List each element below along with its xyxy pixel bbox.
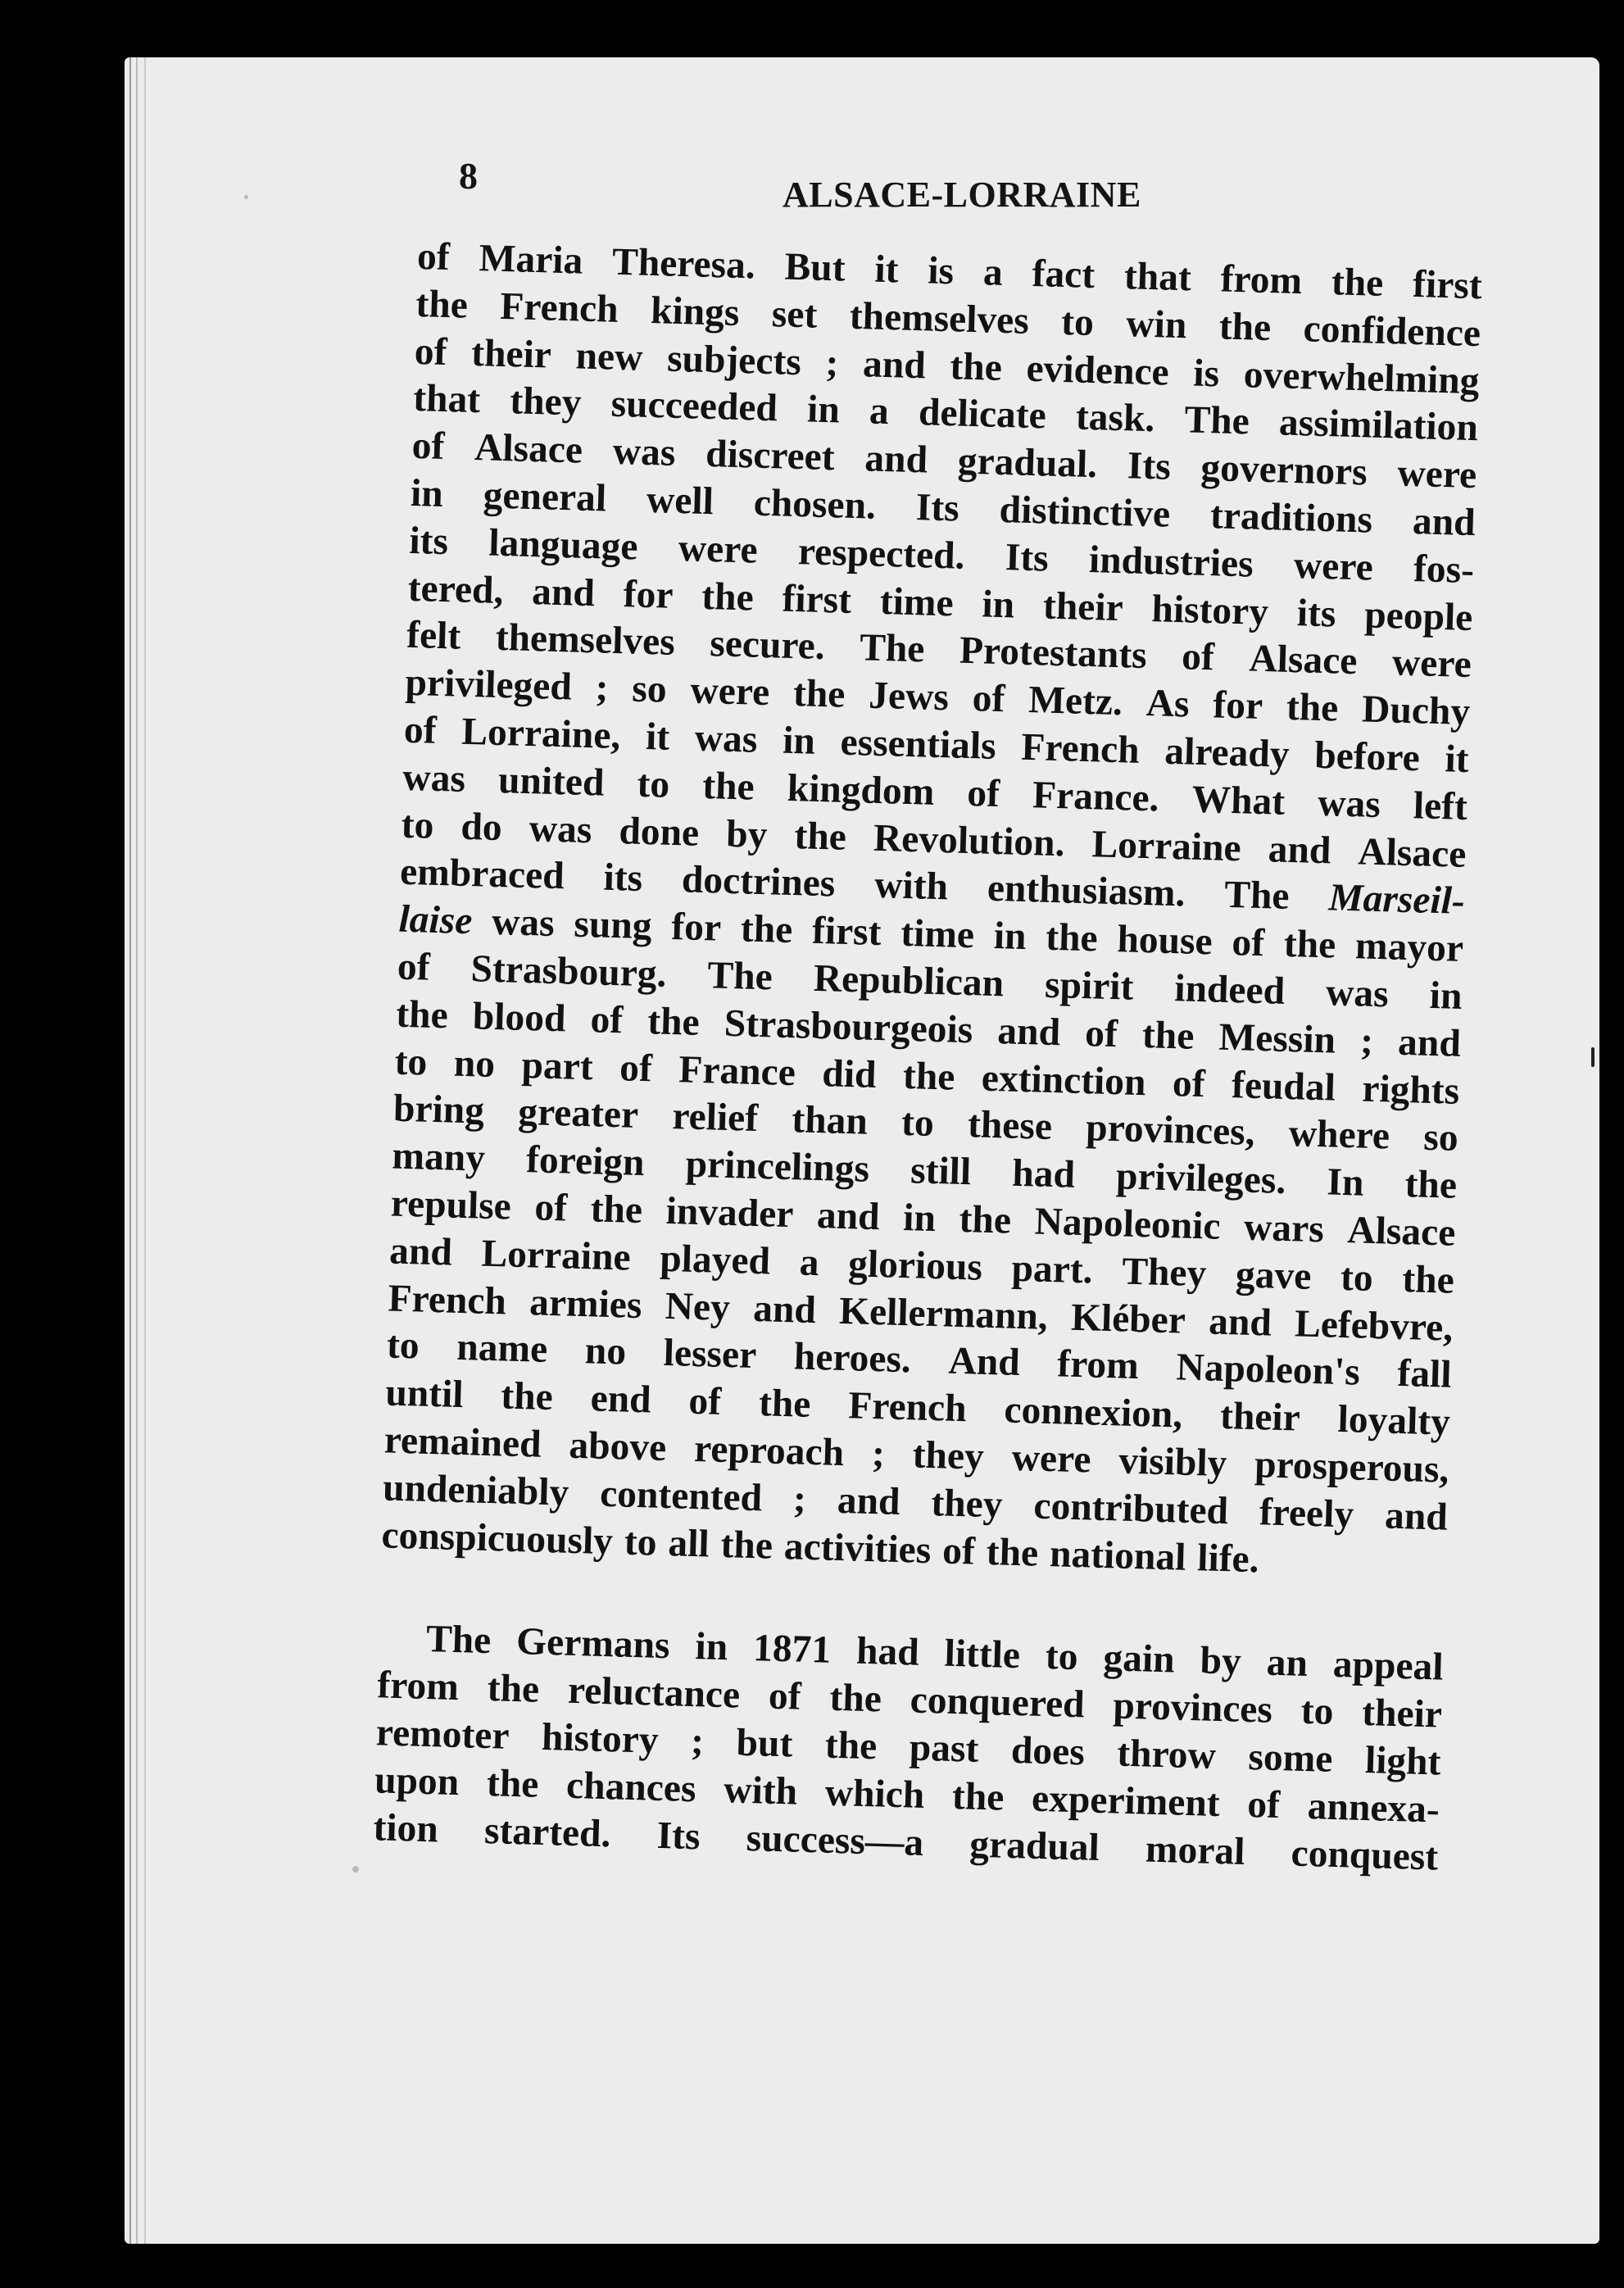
text-line: to name no lesser heroes. And from Napoleon's fall <box>386 1323 1453 1397</box>
text-line: the French kings set themselves to win the confidence <box>415 282 1481 356</box>
page-edge-line <box>136 57 138 2244</box>
page-header <box>459 154 1524 220</box>
paragraph <box>373 1615 1445 1882</box>
text-line: of Maria Theresa. But it is a fact that from the first <box>416 234 1483 308</box>
running-head: ALSACE-LORRAINE <box>783 175 1141 215</box>
text-line: of Alsace was discreet and gradual. Its governors were <box>411 424 1477 497</box>
text-line: tered, and for the first time in their history its people <box>407 566 1474 639</box>
text-line: The Germans in 1871 had little to gain by an appeal <box>425 1618 1445 1689</box>
text-line: embraced its doctrines with enthusiasm. The Marseil- <box>399 851 1466 924</box>
text-line: conspicuously to all the activities of the national life. <box>380 1513 1260 1581</box>
text-line: bring greater relief than to these provinces, where so <box>392 1087 1459 1160</box>
text-line: to do was done by the Revolution. Lorraine and Alsace <box>401 803 1467 876</box>
text-line: French armies Ney and Kellermann, Kléber and Lefebvre, <box>387 1277 1454 1350</box>
text-line: the blood of the Strasbourgeois and of the Messin ; and <box>395 992 1462 1065</box>
text-line: its language were respected. Its industries were fos- <box>408 519 1475 592</box>
text-line: that they succeeded in a delicate task. The assimilation <box>412 377 1479 450</box>
margin-mark <box>1591 1047 1595 1067</box>
speck <box>244 195 248 199</box>
text-line: privileged ; so were the Jews of Metz. As for the Duchy <box>404 661 1471 734</box>
text-line: many foreign princelings still had privileges. In the <box>391 1134 1458 1207</box>
text-line: repulse of the invader and in the Napoleonic wars Alsace <box>390 1182 1457 1255</box>
text-line: remained above reproach ; they were visibly prosperous, <box>383 1419 1450 1491</box>
text-line: was united to the kingdom of France. What was left <box>401 756 1468 828</box>
text-line: undeniably contented ; and they contributed freely and <box>382 1466 1449 1539</box>
page-number: 8 <box>459 155 478 197</box>
text-line: of Strasbourg. The Republican spirit indeed was in <box>397 945 1463 1018</box>
page-edge-line <box>144 57 146 2244</box>
text-line: and Lorraine played a glorious part. They gave to the <box>388 1229 1455 1302</box>
text-line: to no part of France did the extinction of feudal rights <box>394 1040 1460 1113</box>
text-line: upon the chances with which the experiment of annexa- <box>374 1758 1440 1832</box>
paragraph <box>381 234 1483 1589</box>
text-line: remoter history ; but the past does throw some light <box>375 1711 1442 1784</box>
text-line: of Lorraine, it was in essentials French already before it <box>403 708 1470 782</box>
text-line: laise was sung for the first time in the house of the mayor <box>397 897 1464 971</box>
speck <box>352 1866 359 1873</box>
text-line: in general well chosen. Its distinctive traditions and <box>410 471 1477 545</box>
text-line: tion started. Its success—a gradual moral conquest <box>372 1805 1439 1879</box>
text-line: until the end of the French connexion, their loyalty <box>384 1371 1451 1444</box>
text-line: of their new subjects ; and the evidence is overwhelming <box>414 329 1481 402</box>
body-text <box>373 234 1483 1882</box>
text-line: felt themselves secure. The Protestants of Alsace were <box>406 614 1472 687</box>
page-edge-line <box>129 57 131 2244</box>
text-line: from the reluctance of the conquered provinces to their <box>376 1664 1443 1736</box>
